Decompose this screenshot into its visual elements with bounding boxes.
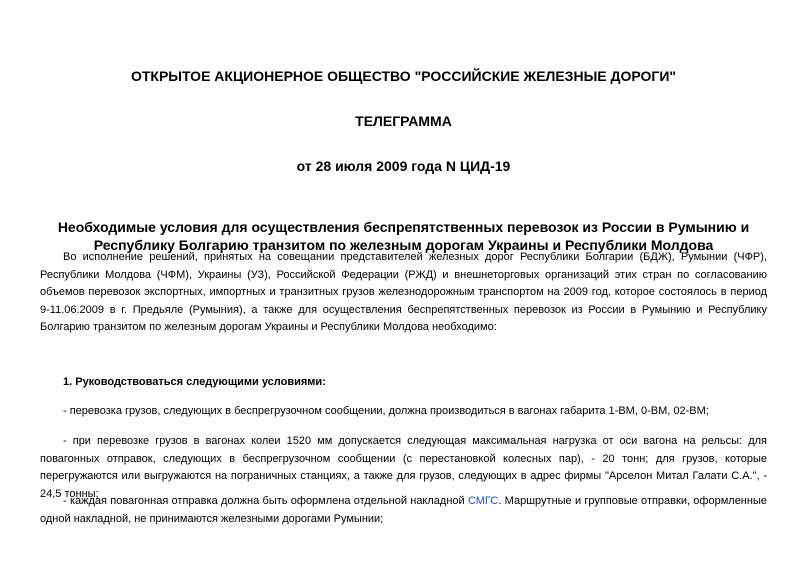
- condition-item-3: [40, 493, 767, 528]
- intro-paragraph: Во исполнение решений, принятых на совещании представителей железных дорог Республики Болгарии (БДЖ), Румынии (ЧФР), Республики Молдова (ЧФМ), Украины (УЗ), Российской Федерации (РЖД) и внешнеторговых организаций этих стран по согласованию объемов перевозок экспортных, импортных и транзитных грузов железнодорожным транспортом на 2009 год, которое состоялось в период 9-11.06.2009 в г. Предьяле (Румыния), а также для осуществления беспрепятственных перевозок из России в Румынию и Республику Болгарию транзитом по железным дорогам Украины и Республики Молдова необходимо:: [40, 251, 767, 333]
- condition-item-2: - при перевозке грузов в вагонах колеи 1520 мм допускается следующая максимальная нагрузка от оси вагона на рельсы: для повагонных отправок, следующих в беспрегрузочном сообщении (с перестановкой колесных пар), - 20 тонн; для грузов, которые перегружаются или выгружаются на пограничных станциях, а также для грузов, следующих в адрес фирмы "Арселон Митал Галати С.А.", - 24,5 тонны;: [40, 435, 767, 500]
- section-1-title: 1. Руководствоваться следующими условиями:: [63, 376, 326, 388]
- document-date-line: от 28 июля 2009 года N ЦИД-19: [296, 158, 511, 174]
- document-type: ТЕЛЕГРАММА: [355, 113, 452, 129]
- smgs-link[interactable]: СМГС: [467, 495, 499, 507]
- organization-title: ОТКРЫТОЕ АКЦИОНЕРНОЕ ОБЩЕСТВО "РОССИЙСКИЕ ЖЕЛЕЗНЫЕ ДОРОГИ": [130, 68, 677, 84]
- document-heading: Необходимые условия для осуществления беспрепятственных перевозок из России в Румынию и Республику Болгарию транзитом по железным дорогам Украины и Республики Молдова: [57, 219, 750, 253]
- condition-item-3-text-end: . Маршрутные и групповые отправки, оформленные одной накладной, не принимаются железными дорогами Румынии;: [40, 495, 767, 525]
- condition-item-1: - перевозка грузов, следующих в беспрегрузочном сообщении, должна производиться в вагонах габарита 1-ВМ, 0-ВМ, 02-ВМ;: [63, 405, 709, 417]
- condition-item-3-text-start: - каждая повагонная отправка должна быть оформлена отдельной накладной: [63, 495, 468, 507]
